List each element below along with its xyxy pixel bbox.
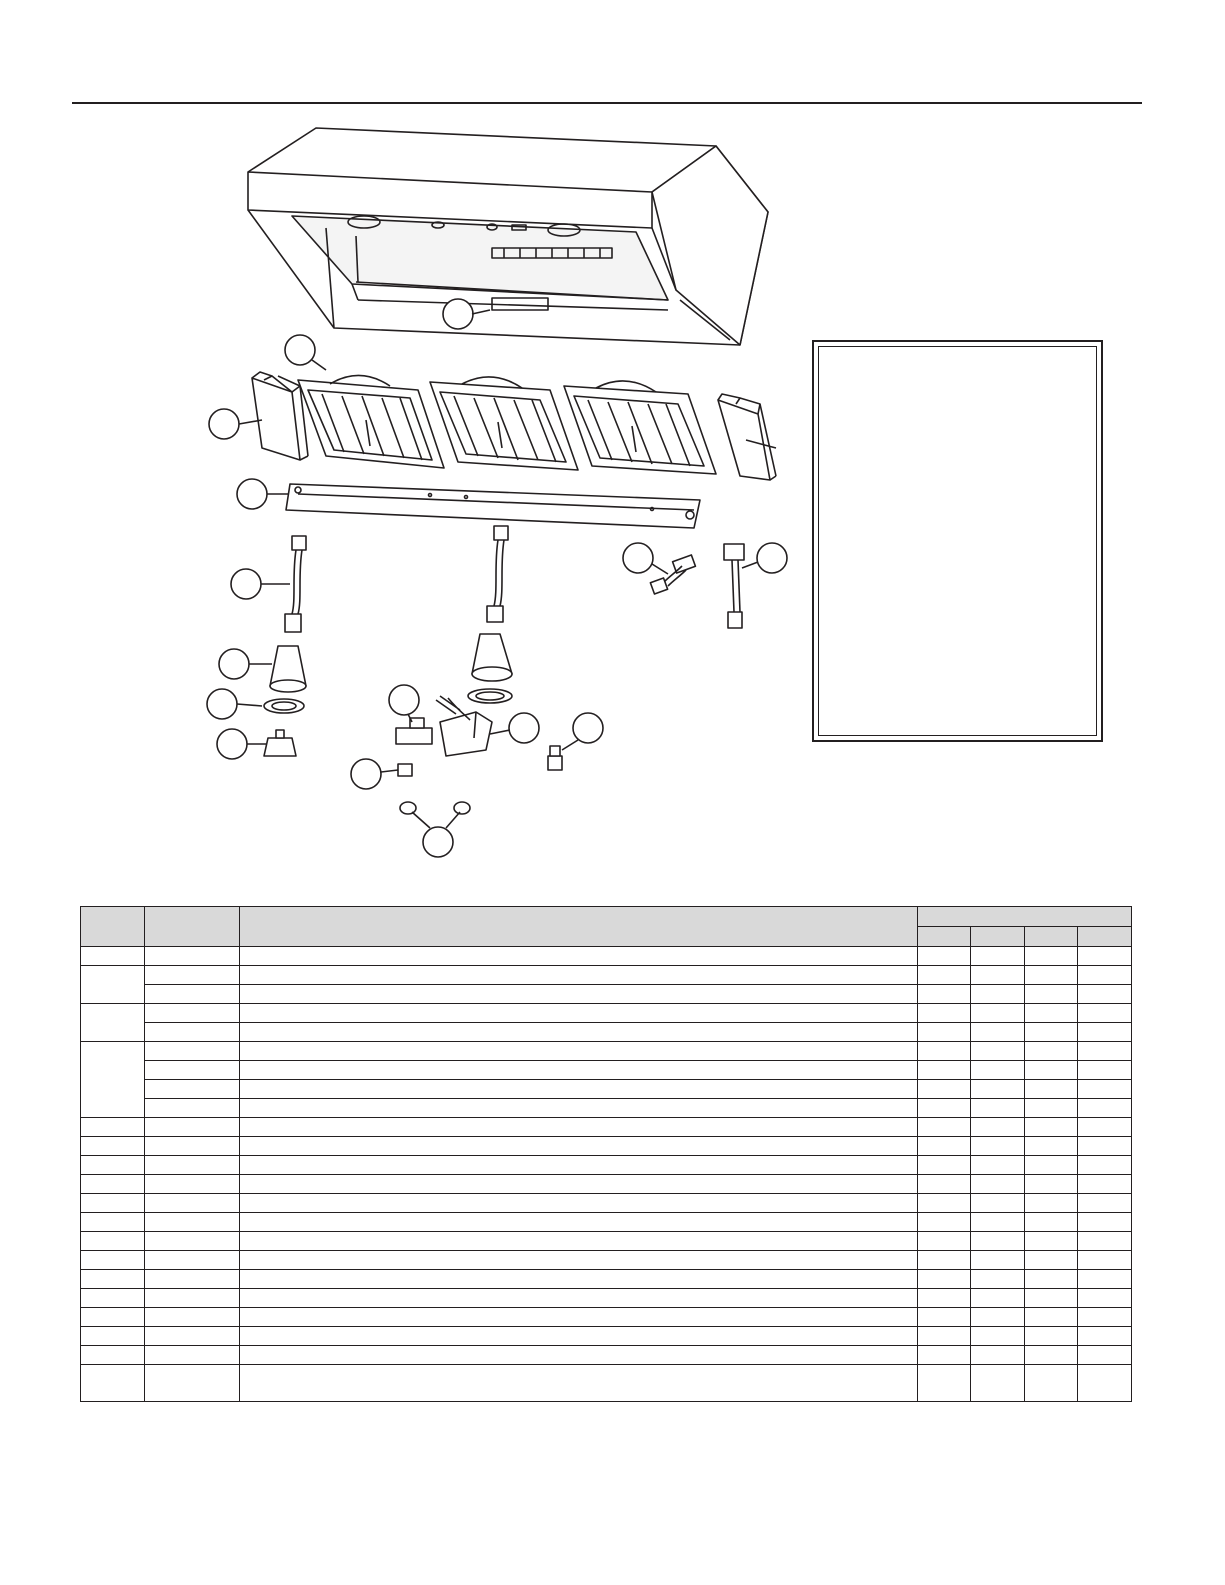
cell-qty [971,1118,1025,1137]
cell-ref [81,1365,145,1402]
rocker-switch [548,746,562,770]
cell-part [145,1194,240,1213]
range-hood-housing [248,128,768,345]
cell-qty [918,1023,971,1042]
cell-qty [971,1251,1025,1270]
cell-qty [971,1289,1025,1308]
cell-qty [971,966,1025,985]
cell-desc [240,985,918,1004]
cell-qty [918,1156,971,1175]
table-row [81,1137,1132,1156]
cell-desc [240,1365,918,1402]
cell-qty [918,1118,971,1137]
wire-clip [398,764,412,776]
switch-plate [396,718,432,744]
cell-qty [1078,1004,1132,1023]
cell-qty [918,1308,971,1327]
table-row [81,1232,1132,1251]
cell-qty [1078,1118,1132,1137]
cell-part [145,1365,240,1402]
cell-desc [240,1042,918,1061]
table-row [81,1156,1132,1175]
cell-part [145,1042,240,1061]
cell-qty [1025,1080,1078,1099]
cell-qty [918,1346,971,1365]
cell-ref [81,1175,145,1194]
cell-part [145,1061,240,1080]
cell-qty [1025,1023,1078,1042]
cell-qty [971,1308,1025,1327]
cell-part [145,1270,240,1289]
cell-qty [1078,1213,1132,1232]
cell-qty [918,966,971,985]
wire-harness-b [724,544,744,628]
cell-qty [918,1270,971,1289]
side-panel-right [718,394,776,480]
cell-qty [1078,1023,1132,1042]
cell-part [145,1099,240,1118]
cell-desc [240,947,918,966]
cell-qty [971,1327,1025,1346]
cell-qty [918,1289,971,1308]
cell-ref [81,1289,145,1308]
cell-qty [1025,1061,1078,1080]
cell-part [145,1308,240,1327]
table-row [81,1251,1132,1270]
cell-qty [1025,1232,1078,1251]
cell-qty [1025,1004,1078,1023]
cell-qty [1078,1194,1132,1213]
table-row [81,1080,1132,1099]
cell-ref [81,1251,145,1270]
cell-part [145,966,240,985]
cell-qty [971,947,1025,966]
cell-qty [918,1004,971,1023]
cell-qty [918,1175,971,1194]
cell-qty [1025,1270,1078,1289]
cell-qty [971,1080,1025,1099]
cell-desc [240,1118,918,1137]
cell-qty [1025,1194,1078,1213]
cell-desc [240,1346,918,1365]
cell-qty [971,1061,1025,1080]
cell-desc [240,1289,918,1308]
cell-ref [81,1213,145,1232]
cell-qty [971,985,1025,1004]
header-model-4 [1078,927,1132,947]
cell-qty [1025,966,1078,985]
trim-ring-left [264,699,304,713]
cell-part [145,1137,240,1156]
cell-desc [240,1327,918,1346]
cell-qty [1025,1308,1078,1327]
cell-qty [971,1175,1025,1194]
cell-ref [81,966,145,1004]
cell-desc [240,1194,918,1213]
table-row [81,1023,1132,1042]
baffle-filters [298,375,716,474]
cell-qty [918,985,971,1004]
cell-qty [1078,1289,1132,1308]
cell-desc [240,1137,918,1156]
table-row [81,947,1132,966]
cell-desc [240,1099,918,1118]
cell-part [145,1156,240,1175]
cell-qty [918,1194,971,1213]
table-row [81,1004,1132,1023]
cell-qty [1078,1365,1132,1402]
header-part-number [145,907,240,947]
table-row [81,1365,1132,1402]
cell-ref [81,1308,145,1327]
cell-desc [240,1213,918,1232]
cell-qty [1078,1327,1132,1346]
cell-desc [240,1156,918,1175]
cell-part [145,1175,240,1194]
cell-part [145,1251,240,1270]
cell-qty [1078,1042,1132,1061]
cell-part [145,1346,240,1365]
cell-desc [240,1080,918,1099]
cell-qty [1025,1118,1078,1137]
cell-desc [240,1308,918,1327]
cell-qty [1025,1327,1078,1346]
cell-ref [81,947,145,966]
cell-qty [918,1080,971,1099]
cell-desc [240,1004,918,1023]
cell-qty [1025,1251,1078,1270]
cell-qty [1025,1213,1078,1232]
notes-box-inner-border [818,346,1097,736]
lamp-housing-center [472,634,512,681]
cell-qty [918,1232,971,1251]
cell-qty [971,1270,1025,1289]
cell-qty [1078,1099,1132,1118]
table-row [81,1118,1132,1137]
cell-qty [1078,985,1132,1004]
cell-qty [1025,985,1078,1004]
cell-ref [81,1118,145,1137]
cell-qty [971,1232,1025,1251]
table-row [81,966,1132,985]
table-row [81,1099,1132,1118]
parts-table [80,906,1132,1402]
cell-qty [971,1346,1025,1365]
cell-qty [918,1061,971,1080]
table-header-row [81,907,1132,927]
cell-qty [918,1137,971,1156]
cell-part [145,1023,240,1042]
cell-qty [1025,1156,1078,1175]
cell-qty [971,1099,1025,1118]
cell-ref [81,1042,145,1118]
cell-ref [81,1194,145,1213]
trim-ring-center [468,689,512,703]
cell-qty [918,1213,971,1232]
cell-part [145,1289,240,1308]
cell-part [145,1080,240,1099]
cell-ref [81,1270,145,1289]
cell-part [145,947,240,966]
halogen-bulb [264,730,296,756]
cell-qty [1078,947,1132,966]
cell-qty [1025,1289,1078,1308]
cell-part [145,1327,240,1346]
cell-qty [918,947,971,966]
cell-qty [1078,1175,1132,1194]
cell-ref [81,1004,145,1042]
table-row [81,1061,1132,1080]
cell-qty [1078,966,1132,985]
cell-qty [1025,947,1078,966]
cell-ref [81,1327,145,1346]
cell-desc [240,1251,918,1270]
cell-desc [240,1023,918,1042]
cell-part [145,985,240,1004]
cell-qty [971,1213,1025,1232]
cell-desc [240,1270,918,1289]
table-row [81,1327,1132,1346]
cell-qty [918,1099,971,1118]
cell-qty [1025,1175,1078,1194]
cell-qty [918,1251,971,1270]
cell-qty [1078,1308,1132,1327]
cell-qty [1078,1080,1132,1099]
cell-desc [240,966,918,985]
cell-qty [918,1327,971,1346]
header-description [240,907,918,947]
cell-part [145,1213,240,1232]
cell-qty [1025,1137,1078,1156]
cell-qty [1025,1099,1078,1118]
cell-qty [1025,1346,1078,1365]
cell-ref [81,1232,145,1251]
table-row [81,1289,1132,1308]
cell-qty [1078,1137,1132,1156]
cell-qty [971,1042,1025,1061]
table-row [81,985,1132,1004]
cell-qty [971,1365,1025,1402]
cell-part [145,1232,240,1251]
header-model-2 [971,927,1025,947]
table-row [81,1042,1132,1061]
front-rail [286,484,700,528]
header-model-1 [918,927,971,947]
control-box [436,696,492,756]
cell-desc [240,1232,918,1251]
notes-box [812,340,1103,742]
cell-qty [1078,1346,1132,1365]
cell-qty [971,1023,1025,1042]
cell-qty [1078,1232,1132,1251]
cell-qty [1078,1156,1132,1175]
cell-ref [81,1137,145,1156]
header-ref [81,907,145,947]
cell-qty [918,1365,971,1402]
table-row [81,1308,1132,1327]
table-row [81,1194,1132,1213]
cell-qty [971,1137,1025,1156]
cell-qty [1078,1251,1132,1270]
lamp-housing-left [270,646,306,692]
cell-qty [971,1194,1025,1213]
cell-qty [918,1042,971,1061]
cell-desc [240,1175,918,1194]
cell-ref [81,1346,145,1365]
cell-part [145,1004,240,1023]
table-row [81,1175,1132,1194]
cell-qty [1078,1061,1132,1080]
cell-qty [1025,1042,1078,1061]
table-row [81,1270,1132,1289]
header-models-group [918,907,1132,927]
wire-harness-a [650,555,695,594]
light-harness-center [487,526,508,622]
header-model-3 [1025,927,1078,947]
cell-desc [240,1061,918,1080]
cell-part [145,1118,240,1137]
cell-qty [1078,1270,1132,1289]
table-row [81,1213,1132,1232]
cell-qty [971,1004,1025,1023]
table-row [81,1346,1132,1365]
cell-ref [81,1156,145,1175]
cell-qty [971,1156,1025,1175]
cell-qty [1025,1365,1078,1402]
